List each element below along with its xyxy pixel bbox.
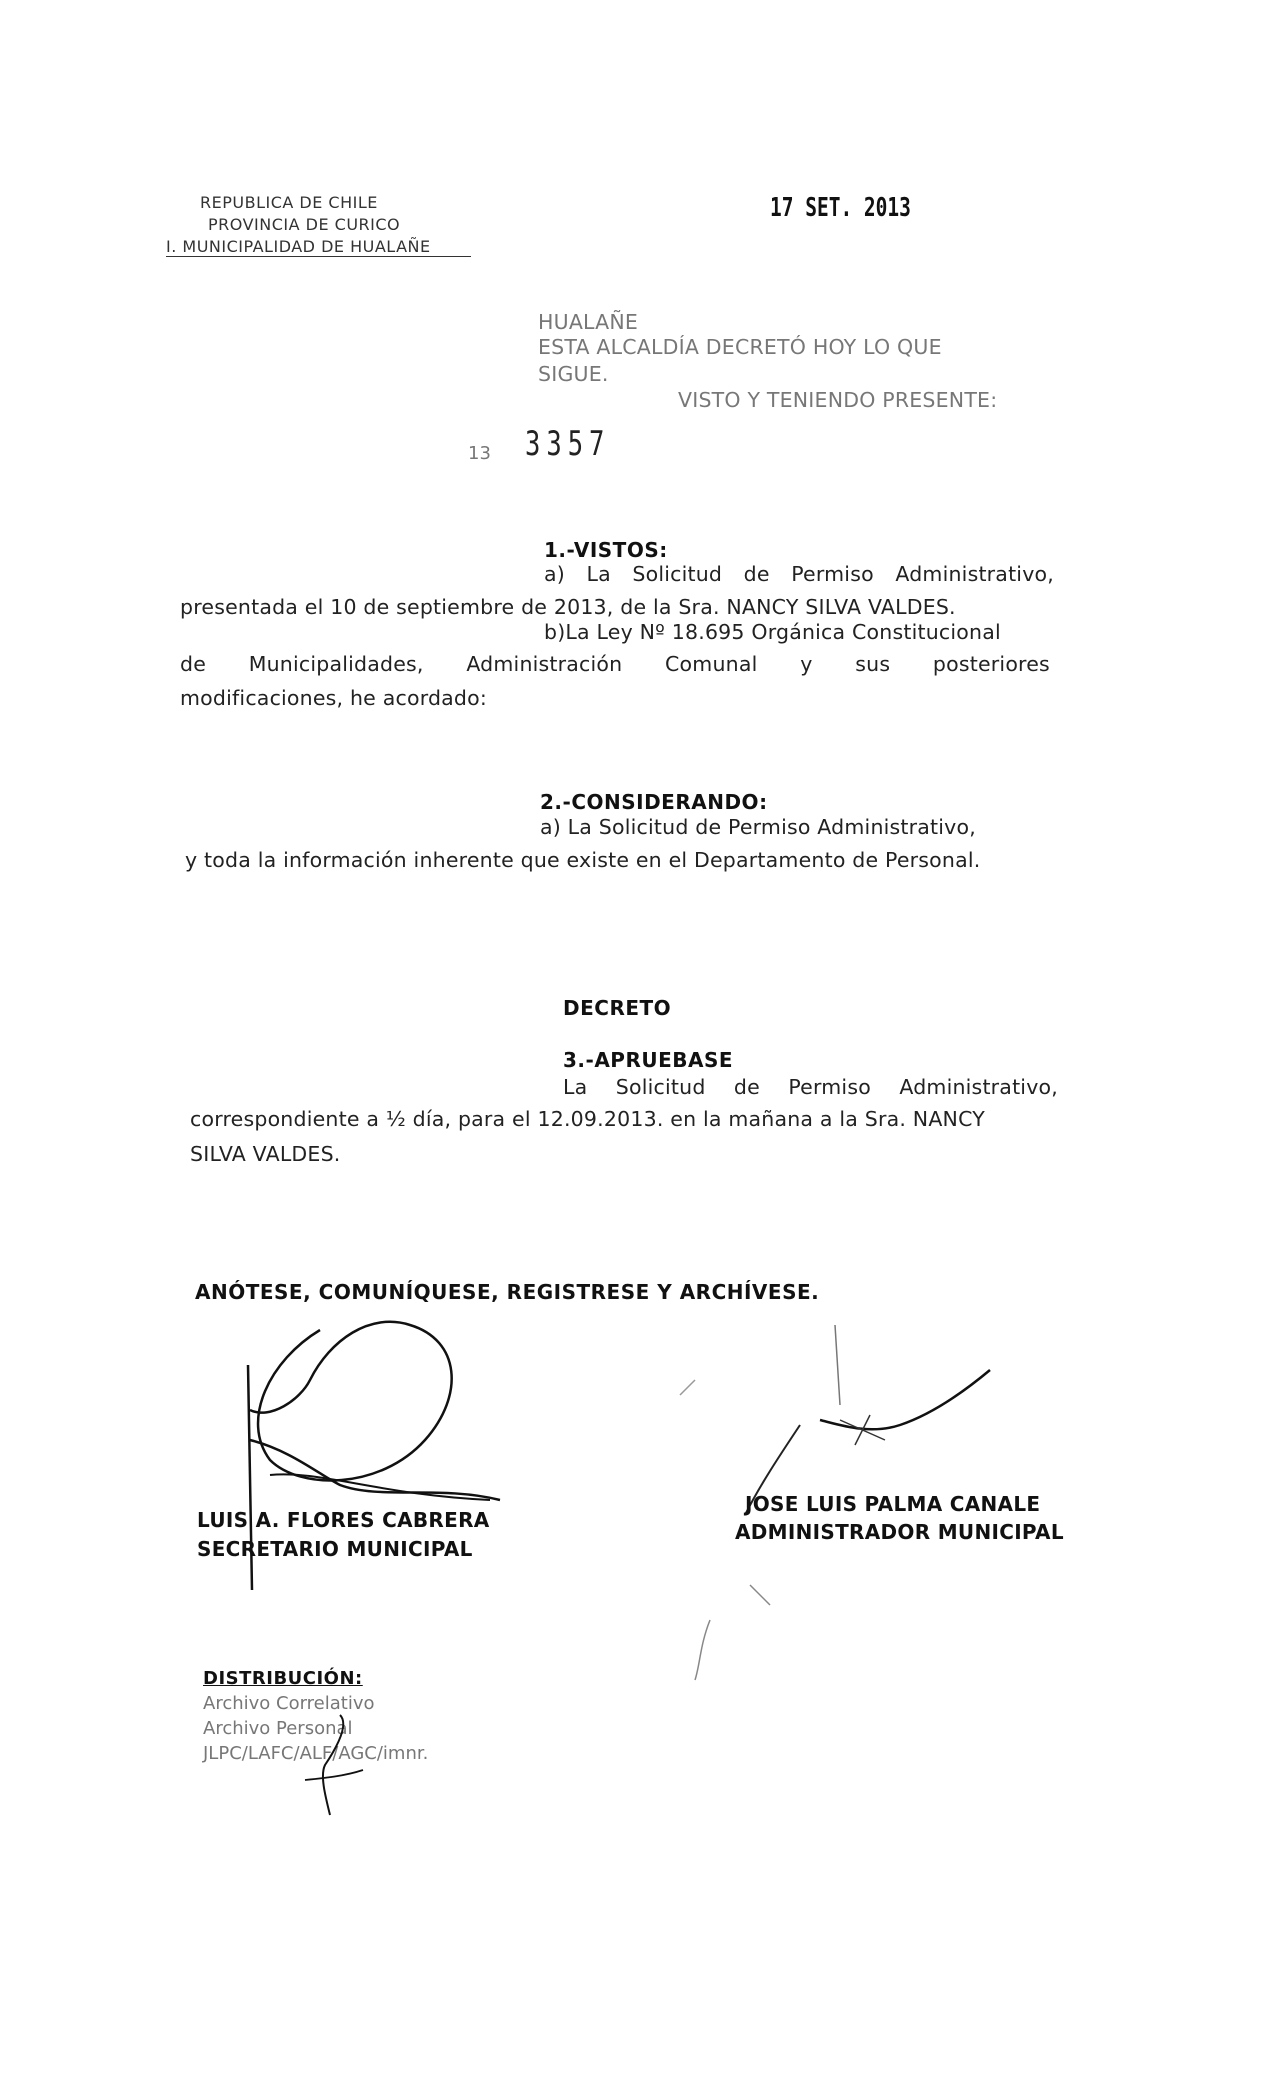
distribution-item: JLPC/LAFC/ALF/AGC/imnr. (203, 1743, 429, 1764)
considerando-a-line1: a) La Solicitud de Permiso Administrativo, (540, 815, 976, 839)
vistos-heading: 1.-VISTOS: (544, 538, 668, 562)
decreto-line1: La Solicitud de Permiso Administrativo, (563, 1075, 1058, 1099)
header-province: PROVINCIA DE CURICO (208, 215, 401, 234)
decree-number: 3357 (525, 424, 611, 464)
preamble-line3: VISTO Y TENIENDO PRESENTE: (678, 388, 998, 412)
preamble-line2: SIGUE. (538, 362, 609, 386)
left-signatory-name: LUIS A. FLORES CABRERA (197, 1508, 490, 1532)
decreto-heading: DECRETO (563, 996, 672, 1020)
vistos-b-line3: modificaciones, he acordado: (180, 686, 487, 710)
closing-text: ANÓTESE, COMUNÍQUESE, REGISTRESE Y ARCHÍVESE. (195, 1280, 820, 1304)
distribution-item: Archivo Personal (203, 1718, 353, 1739)
word: posteriores (932, 652, 1050, 676)
right-signatory-title: ADMINISTRADOR MUNICIPAL (735, 1520, 1064, 1544)
initials-mark (305, 1710, 365, 1820)
vistos-a-line1: a) La Solicitud de Permiso Administrativo, (544, 562, 1054, 586)
distribution-heading: DISTRIBUCIÓN: (203, 1668, 363, 1689)
right-signatory-name: JOSE LUIS PALMA CANALE (745, 1492, 1041, 1516)
preamble-line1: ESTA ALCALDÍA DECRETÓ HOY LO QUE (538, 335, 942, 359)
vistos-a-line2: presentada el 10 de septiembre de 2013, de la Sra. NANCY SILVA VALDES. (180, 595, 956, 619)
word: Administración (466, 652, 623, 676)
considerando-a-line2: y toda la información inherente que existe en el Departamento de Personal. (185, 848, 981, 872)
considerando-heading: 2.-CONSIDERANDO: (540, 790, 768, 814)
preamble-place: HUALAÑE (538, 310, 639, 334)
apruebase-heading: 3.-APRUEBASE (563, 1048, 734, 1072)
vistos-b-line1: b)La Ley Nº 18.695 Orgánica Constitucional (544, 620, 1001, 644)
decreto-line2: correspondiente a ½ día, para el 12.09.2013. en la mañana a la Sra. NANCY (190, 1107, 985, 1131)
word: sus (855, 652, 891, 676)
vistos-b-line2 (180, 652, 1050, 676)
left-signatory-title: SECRETARIO MUNICIPAL (197, 1537, 473, 1561)
word: Comunal (665, 652, 758, 676)
date-stamp: 17 SET. 2013 (770, 193, 911, 223)
header-municipality: I. MUNICIPALIDAD DE HUALAÑE (166, 237, 471, 257)
header-country: REPUBLICA DE CHILE (200, 193, 378, 212)
decree-prefix: 13 (468, 443, 491, 464)
word: de (180, 652, 207, 676)
decreto-line3: SILVA VALDES. (190, 1142, 341, 1166)
distribution-item: Archivo Correlativo (203, 1693, 375, 1714)
word: Municipalidades, (248, 652, 424, 676)
word: y (800, 652, 813, 676)
